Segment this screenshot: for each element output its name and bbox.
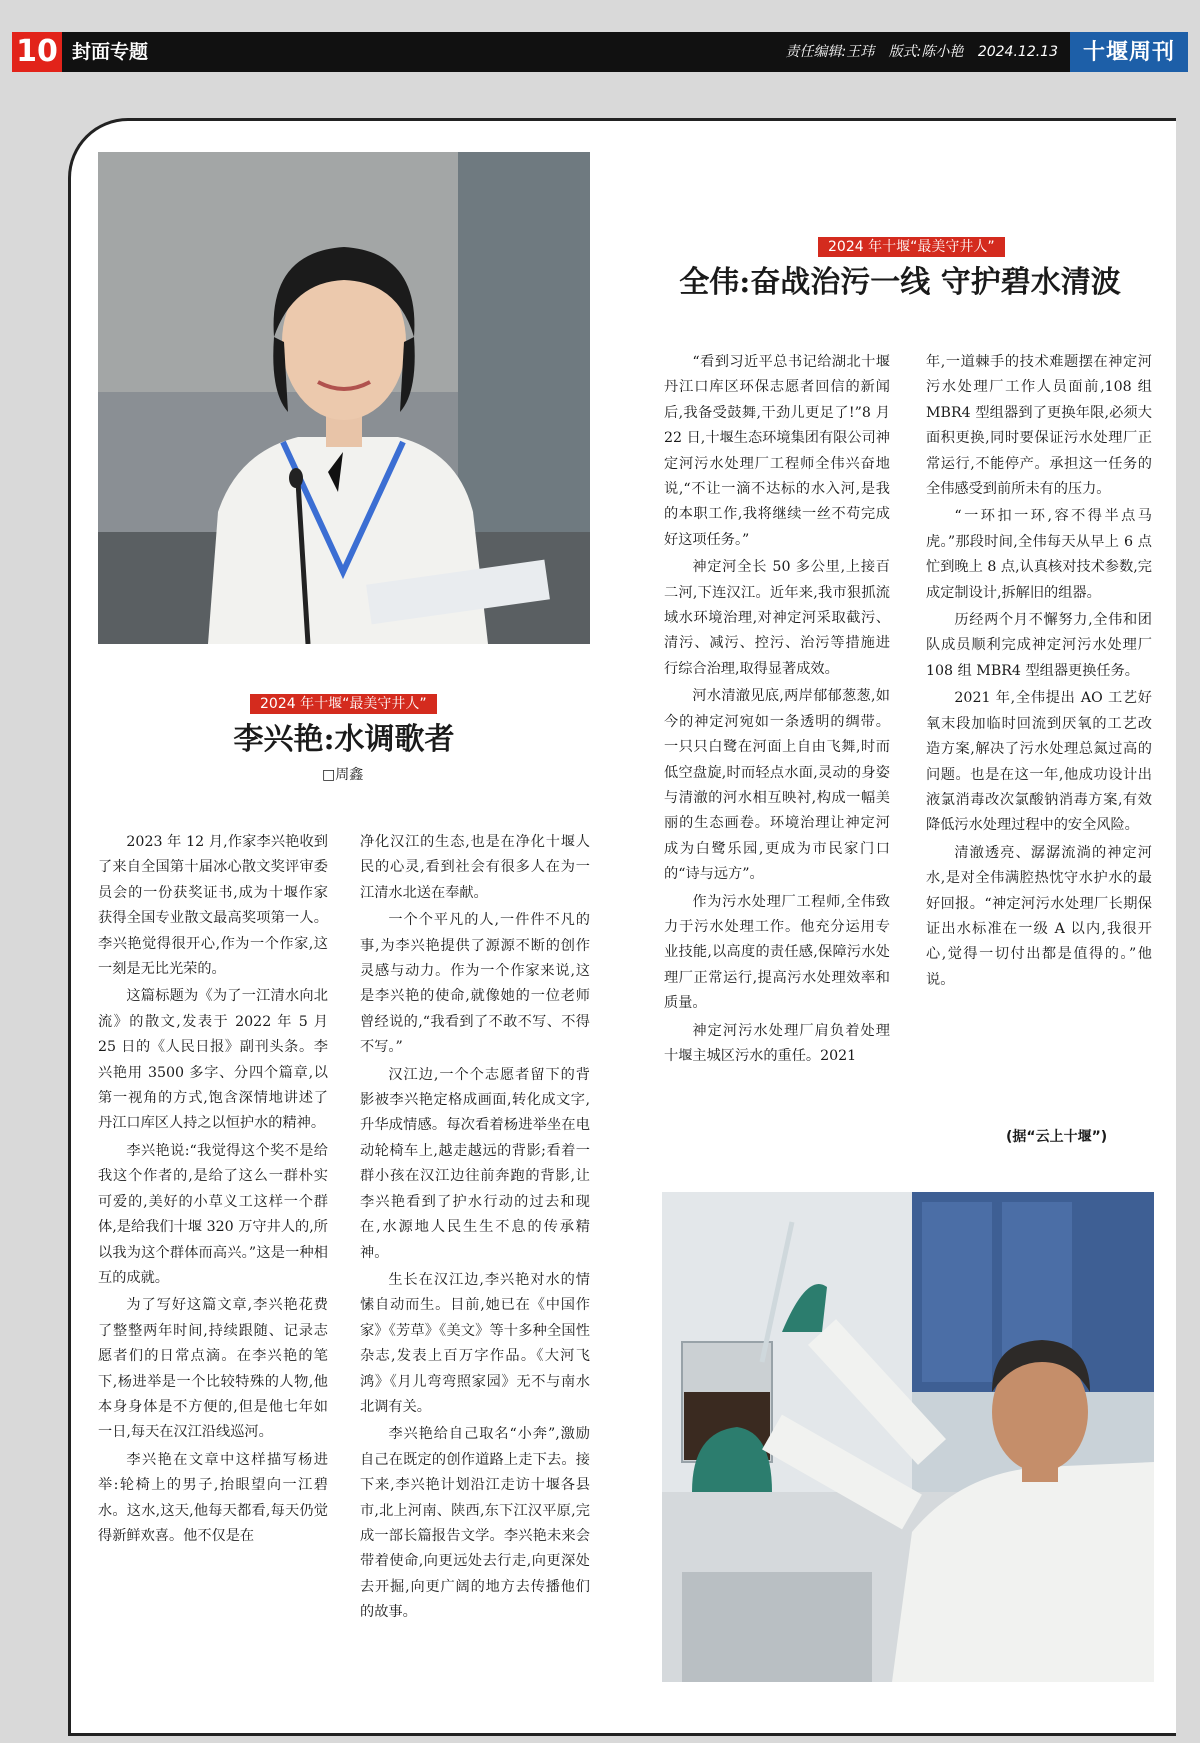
article-tag: 2024 年十堰“最美守井人” <box>250 694 437 714</box>
article-title: 全伟:奋战治污一线 守护碧水清波 <box>679 265 1121 300</box>
newspaper-logo: 十堰周刊 <box>1070 32 1188 72</box>
paragraph: 年,一道棘手的技术难题摆在神定河污水处理厂工作人员面前,108 组 MBR4 型组器到了更换年限,必须大面积更换,同时要保证污水处理厂正常运行,不能停产。承担这一任务的全伟感受到前所未有的压力。 <box>926 354 1152 498</box>
article2-column-2 <box>926 350 1152 995</box>
paragraph: 李兴艳给自己取名“小奔”,激励自己在既定的创作道路上走下去。接下来,李兴艳计划沿江走访十堰各县市,北上河南、陕西,东下江汉平原,完成一部长篇报告文学。李兴艳未来会带着使命,向更远处去行走,向更深处去开掘,向更广阔的地方去传播他们的故事。 <box>360 1426 590 1621</box>
paragraph: 神定河全长 50 多公里,上接百二河,下连汉江。近年来,我市狠抓流域水环境治理,对神定河采取截污、清污、减污、控污、治污等措施进行综合治理,取得显著成效。 <box>664 559 890 677</box>
paragraph: 2023 年 12 月,作家李兴艳收到了来自全国第十届冰心散文奖评审委员会的一份获奖证书,成为十堰作家获得全国专业散文最高奖项第一人。李兴艳觉得很开心,作为一个作家,这一刻是无比光荣的。 <box>98 834 328 978</box>
issue-date: 2024.12.13 <box>977 44 1058 60</box>
paragraph: 一个个平凡的人,一件件不凡的事,为李兴艳提供了源源不断的创作灵感与动力。作为一个作家来说,这是李兴艳的使命,就像她的一位老师曾经说的,“我看到了不敢不写、不得不写。” <box>360 912 590 1056</box>
paragraph: 历经两个月不懈努力,全伟和团队成员顺利完成神定河污水处理厂 108 组 MBR4 型组器更换任务。 <box>926 612 1152 679</box>
article-tag: 2024 年十堰“最美守井人” <box>818 237 1005 257</box>
paragraph: 李兴艳在文章中这样描写杨进举:轮椅上的男子,抬眼望向一江碧水。这水,这天,他每天都看,每天仍觉得新鲜欢喜。他不仅是在 <box>98 1451 328 1544</box>
byline: □周鑫 <box>322 767 364 783</box>
article1-column-1 <box>98 830 328 1551</box>
paragraph: “看到习近平总书记给湖北十堰丹江口库区环保志愿者回信的新闻后,我备受鼓舞,干劲儿更足了!”8 月 22 日,十堰生态环境集团有限公司神定河污水处理厂工程师全伟兴奋地说,“不让一滴不达标的水入河,是我的本职工作,我将继续一丝不苟完成好这项任务。” <box>664 354 890 548</box>
article2-column-1 <box>664 350 890 1071</box>
paragraph: 作为污水处理厂工程师,全伟致力于污水处理工作。他充分运用专业技能,以高度的责任感,保障污水处理厂正常运行,提高污水处理效率和质量。 <box>664 893 890 1012</box>
layout-credit: 版式:陈小艳 <box>888 44 964 60</box>
speaker-photo <box>98 152 590 644</box>
page-header <box>12 32 1188 72</box>
editor-credit: 责任编辑:王玮 <box>785 44 875 60</box>
paragraph: 李兴艳说:“我觉得这个奖不是给我这个作者的,是给了这么一群朴实可爱的,美好的小草义工这样一个群体,是给我们十堰 320 万守井人的,所以我为这个群体而高兴。”这是一种相互的成就。 <box>98 1142 328 1286</box>
paragraph: 净化汉江的生态,也是在净化十堰人民的心灵,看到社会有很多人在为一江清水北送在奉献。 <box>360 834 590 901</box>
paragraph: 清澈透亮、潺潺流淌的神定河水,是对全伟满腔热忱守水护水的最好回报。“神定河污水处理厂长期保证出水标准在一级 A 以内,我很开心,觉得一切付出都是值得的。”他说。 <box>926 844 1152 988</box>
paragraph: 神定河污水处理厂肩负着处理十堰主城区污水的重任。2021 <box>664 1022 890 1064</box>
paragraph: 为了写好这篇文章,李兴艳花费了整整两年时间,持续跟随、记录志愿者们的日常点滴。在李兴艳的笔下,杨进举是一个比较特殊的人物,他本身身体是不方便的,但是他七年如一日,每天在汉江沿线巡河。 <box>98 1297 328 1441</box>
section-title: 封面专题 <box>72 41 149 63</box>
paragraph: 河水清澈见底,两岸郁郁葱葱,如今的神定河宛如一条透明的绸带。一只只白鹭在河面上自由飞舞,时而低空盘旋,时而轻点水面,灵动的身姿与清澈的河水相互映衬,构成一幅美丽的生态画卷。环境治理让神定河成为白鹭乐园,更成为市民家门口的“诗与远方”。 <box>664 688 890 883</box>
paragraph: “一环扣一环,容不得半点马虎。”那段时间,全伟每天从早上 6 点忙到晚上 8 点,认真核对技术参数,完成定制设计,拆解旧的组器。 <box>926 508 1152 601</box>
page-number: 10 <box>12 32 62 72</box>
paragraph: 汉江边,一个个志愿者留下的背影被李兴艳定格成画面,转化成文字,升华成情感。每次看着杨进举坐在电动轮椅车上,越走越远的背影;看着一群小孩在汉江边往前奔跑的背影,让李兴艳看到了护水行动的过去和现在,水源地人民生生不息的传承精神。 <box>360 1066 590 1261</box>
editor-info <box>775 32 1058 72</box>
lab-photo <box>662 1192 1154 1682</box>
article1-column-2 <box>360 830 590 1628</box>
paragraph: 生长在汉江边,李兴艳对水的情愫自动而生。目前,她已在《中国作家》《芳草》《美文》等十多种全国性杂志,发表上百万字作品。《大河飞鸿》《月儿弯弯照家园》无不与南水北调有关。 <box>360 1271 590 1415</box>
source-note: (据“云上十堰”) <box>1006 1129 1108 1145</box>
paragraph: 2021 年,全伟提出 AO 工艺好氧末段加临时回流到厌氧的工艺改造方案,解决了污水处理总氮过高的问题。也是在这一年,他成功设计出液氯消毒改次氯酸钠消毒方案,有效降低污水处理过程中的安全风险。 <box>926 690 1152 834</box>
paragraph: 这篇标题为《为了一江清水向北流》的散文,发表于 2022 年 5 月 25 日的《人民日报》副刊头条。李兴艳用 3500 多字、分四个篇章,以第一视角的方式,饱含深情地讲述了丹江口库区人持之以恒护水的精神。 <box>98 988 328 1132</box>
article-title: 李兴艳:水调歌者 <box>233 722 455 757</box>
